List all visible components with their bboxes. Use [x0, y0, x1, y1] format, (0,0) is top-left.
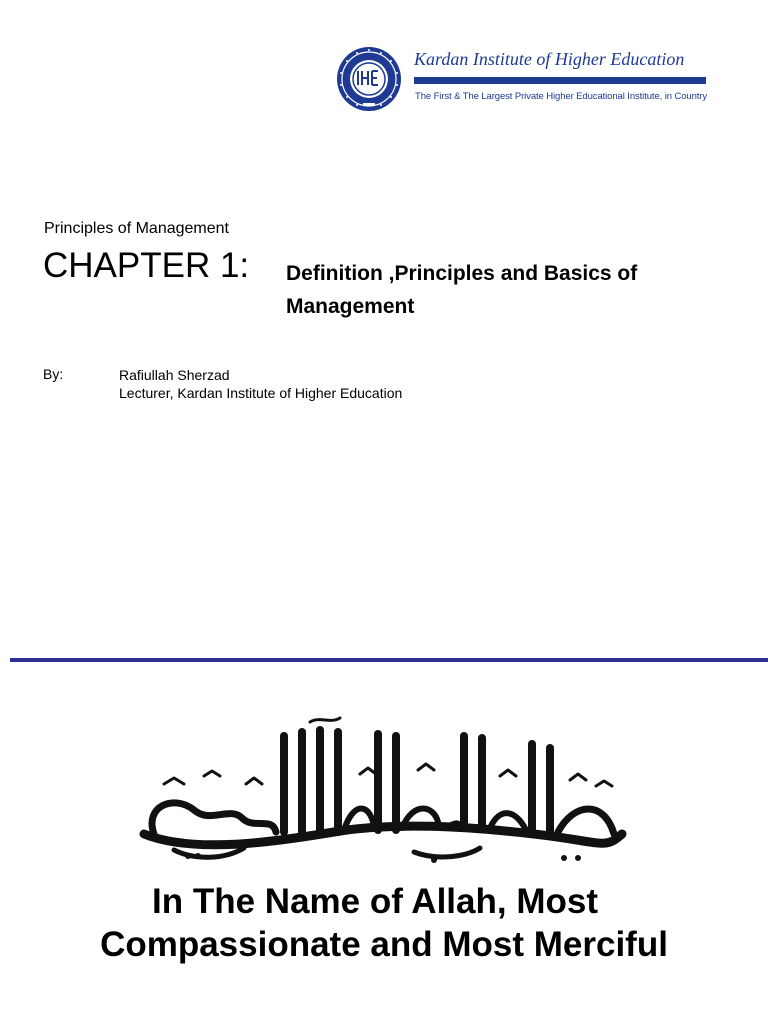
chapter-title-line1: Definition ,Principles and Basics of	[286, 262, 638, 285]
translation-line1: In The Name of Allah, Most	[152, 882, 598, 921]
course-name: Principles of Management	[44, 220, 229, 237]
chapter-title	[286, 257, 736, 323]
institution-seal-logo	[336, 46, 402, 112]
chapter-title-line2: Management	[286, 295, 415, 318]
bismillah-translation	[0, 880, 768, 966]
chapter-label: CHAPTER 1:	[43, 246, 250, 285]
author-block	[119, 366, 402, 402]
by-label: By:	[43, 366, 64, 382]
translation-line2: Compassionate and Most Merciful	[100, 925, 668, 964]
bismillah-calligraphy	[134, 714, 630, 864]
institution-name: Kardan Institute of Higher Education	[414, 49, 685, 69]
author-name: Rafiullah Sherzad	[119, 367, 230, 383]
header-rule	[414, 77, 706, 84]
institution-tagline: The First & The Largest Private Higher Educational Institute, in Country	[415, 91, 708, 102]
slide-divider	[10, 658, 768, 662]
author-role: Lecturer, Kardan Institute of Higher Education	[119, 385, 403, 401]
